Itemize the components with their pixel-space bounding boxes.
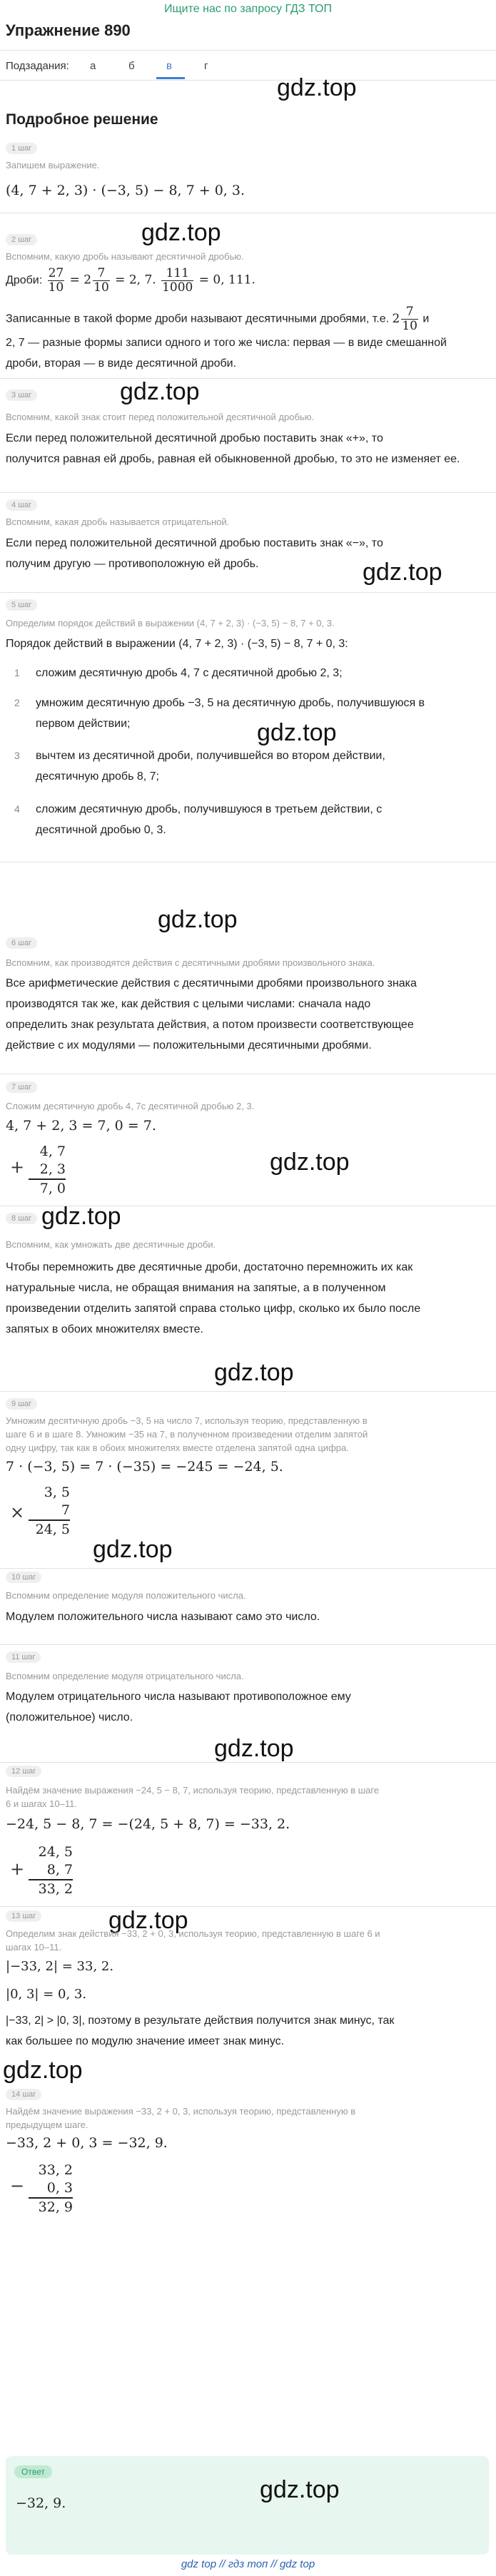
column-addition: 4, 7 2, 3 7, 0 [29,1143,66,1198]
paragraph: Если перед положительной десятичной дробью поставить знак «+», то [6,432,383,444]
paragraph: |−33, 2| > |0, 3|, поэтому в результате действия получится знак минус, так [6,2015,395,2027]
paragraph: Чтобы перемножить две десятичные дроби, достаточно перемножить их как [6,1261,413,1273]
watermark: gdz.top [158,906,238,933]
paragraph: запятых в обоих множителях вместе. [6,1323,203,1335]
paragraph: Порядок действий в выражении (4, 7 + 2, 3) · (−3, 5) − 8, 7 + 0, 3: [6,638,348,650]
watermark: gdz.top [108,1907,188,1934]
list-number: 1 [14,667,20,678]
expression: 7 · (−3, 5) = 7 · (−35) = −245 = −24, 5. [6,1459,283,1475]
divider [0,1906,496,1907]
step-badge: 12 шаг [6,1766,41,1777]
paragraph: действие с их модулями — положительными десятичными дробями. [6,1039,372,1052]
watermark: gdz.top [41,1203,121,1230]
minus-sign: − [10,2176,25,2196]
paragraph: получится равная ей дробь, равная ей обыкновенной дробью, то это не изменяет ее. [6,453,460,465]
subtasks-label: Подзадания: [6,60,69,72]
step-caption: Вспомним, какая дробь называется отрицательной. [6,516,230,527]
list-item: вычтем из десятичной дроби, получившейся во втором действии, [36,750,385,762]
divider [0,1762,496,1763]
paragraph: (положительное) число. [6,1711,133,1724]
modulus-expression: |0, 3| = 0, 3. [6,1987,87,2002]
watermark: gdz.top [260,2476,340,2503]
answer-box [6,2456,489,2555]
step-caption: шаге 6 и в шаге 8. Умножим −35 на 7, в полученном произведении отделим запятой [6,1429,368,1440]
watermark: gdz.top [277,74,357,101]
step-caption: Умножим десятичную дробь −3, 5 на число 7, используя теорию, представленную в [6,1415,368,1426]
step-caption: одну цифру, так как в обоих множителях вместе отделена запятой одна цифра. [6,1442,349,1453]
step-badge: 13 шаг [6,1910,41,1922]
step-badge: 1 шаг [6,143,37,154]
step-badge: 14 шаг [6,2089,41,2100]
expression: 4, 7 + 2, 3 = 7, 0 = 7. [6,1118,156,1134]
watermark: gdz.top [363,559,442,586]
paragraph: определить знак результата действия, а потом произвести соответствующее [6,1019,414,1031]
tab-task-v[interactable]: в [166,60,172,72]
list-number: 3 [14,750,20,761]
divider [0,592,496,593]
divider [0,1391,496,1392]
paragraph: как большее по модулю значение имеет знак минус. [6,2035,285,2047]
tab-task-a[interactable]: а [90,60,96,72]
divider [0,1568,496,1569]
list-item: сложим десятичную дробь, получившуюся в третьем действии, с [36,803,383,815]
paragraph: Записанные в такой форме дроби называют десятичными дробями, т.е. 2 $\frac{7}{10}$ и [6,305,430,333]
tab-task-g[interactable]: г [204,60,208,72]
paragraph: получим другую — противоположную ей дробь. [6,558,259,570]
step-caption: Вспомним, как умножать две десятичные дроби. [6,1239,216,1250]
step-caption: Определим порядок действий в выражении (4, 7 + 2, 3) · (−3, 5) − 8, 7 + 0, 3. [6,618,335,628]
step-caption: Вспомним, какую дробь называют десятичной дробью. [6,251,244,262]
divider [0,80,496,81]
divider [0,492,496,493]
step-badge: 4 шаг [6,499,37,511]
list-number: 2 [14,697,20,708]
step-caption: Определим знак действия −33, 2 + 0, 3, используя теорию, представленную в шаге 6 и [6,1928,380,1939]
plus-sign: + [10,1859,25,1879]
paragraph: Если перед положительной десятичной дробью поставить знак «−», то [6,537,383,549]
watermark: gdz.top [3,2057,83,2084]
list-item: десятичную дробь 8, 7; [36,770,159,783]
footer-links[interactable]: gdz top // гдз топ // gdz top [181,2558,315,2570]
page-title: Упражнение 890 [6,21,131,39]
step-caption: Найдём значение выражения −24, 5 − 8, 7, используя теорию, представленную в шаге [6,1785,380,1796]
paragraph: Модулем положительного числа называют само это число. [6,1611,320,1623]
step-caption: Найдём значение выражения −33, 2 + 0, 3, используя теорию, представленную в [6,2106,356,2117]
step-caption: Вспомним, как производятся действия с десятичными дробями произвольного знака. [6,957,375,968]
fractions-line: Дроби: $\frac{27}{10}$ = 2 $\frac{7}{10}$ = 2, 7. $\frac{111}{1000}$ = 0, 111. [6,266,255,295]
paragraph: 2, 7 — разные формы записи одного и того же числа: первая — в виде смешанной дроби, вторая — в виде десятичной дроби. [6,337,447,370]
paragraph: производятся так же, как действия с целыми числами: сначала надо [6,998,371,1010]
step-badge: 3 шаг [6,390,37,401]
modulus-expression: |−33, 2| = 33, 2. [6,1959,114,1974]
watermark: gdz.top [141,219,221,246]
step-badge: 2 шаг [6,234,37,245]
list-item: умножим десятичную дробь −3, 5 на десятичную дробь, получившуюся в [36,697,425,709]
step-caption: Вспомним определение модуля отрицательного числа. [6,1671,244,1681]
watermark: gdz.top [120,378,200,405]
step-badge: 9 шаг [6,1398,37,1410]
watermark: gdz.top [270,1149,350,1176]
top-banner[interactable]: Ищите нас по запросу ГДЗ ТОП [164,3,332,15]
step-caption: Вспомним определение модуля положительного числа. [6,1590,246,1601]
plus-sign: + [10,1157,25,1177]
watermark: gdz.top [257,719,337,746]
watermark: gdz.top [214,1735,294,1762]
step-badge: 7 шаг [6,1081,37,1093]
list-number: 4 [14,803,20,815]
watermark: gdz.top [93,1536,173,1563]
answer-value: −32, 9. [16,2495,66,2511]
expression: (4, 7 + 2, 3) · (−3, 5) − 8, 7 + 0, 3. [6,183,246,198]
column-addition: 24, 5 8, 7 33, 2 [29,1843,73,1898]
step-caption: Вспомним, какой знак стоит перед положительной десятичной дробью. [6,412,315,422]
step-caption: Запишем выражение. [6,160,100,170]
step-badge: 8 шаг [6,1213,37,1224]
multiply-sign: × [10,1502,25,1522]
active-tab-underline [156,77,185,79]
paragraph: натуральные числа, не обращая внимания на запятые, а в полученном [6,1282,386,1294]
paragraph: Модулем отрицательного числа называют противоположное ему [6,1691,351,1703]
step-caption: шагах 10–11. [6,1942,62,1953]
divider [0,1644,496,1645]
list-item: первом действии; [36,718,131,730]
list-item: десятичной дробью 0, 3. [36,824,166,836]
divider [0,378,496,379]
divider [0,50,496,51]
paragraph: Все арифметические действия с десятичными дробями произвольного знака [6,977,417,989]
step-badge: 10 шаг [6,1572,41,1583]
step-caption: 6 и шагах 10–11. [6,1798,77,1809]
paragraph: произведении отделить запятой справа столько цифр, сколько их было после [6,1303,421,1315]
step-badge: 11 шаг [6,1651,41,1663]
step-caption: Сложим десятичную дробь 4, 7с десятичной дробью 2, 3. [6,1101,255,1111]
expression: −33, 2 + 0, 3 = −32, 9. [6,2135,168,2151]
list-item: сложим десятичную дробь 4, 7 с десятичной дробью 2, 3; [36,667,343,679]
answer-label: Ответ [14,2465,52,2478]
expression: −24, 5 − 8, 7 = −(24, 5 + 8, 7) = −33, 2. [6,1816,290,1832]
tab-task-b[interactable]: б [128,60,135,72]
step-badge: 5 шаг [6,599,37,611]
step-badge: 6 шаг [6,937,37,949]
step-caption: предыдущем шаге. [6,2119,88,2130]
solution-heading: Подробное решение [6,111,158,128]
column-subtraction: 33, 2 0, 3 32, 9 [29,2162,73,2216]
column-multiplication: 3, 5 7 24, 5 [29,1484,70,1539]
watermark: gdz.top [214,1359,294,1386]
